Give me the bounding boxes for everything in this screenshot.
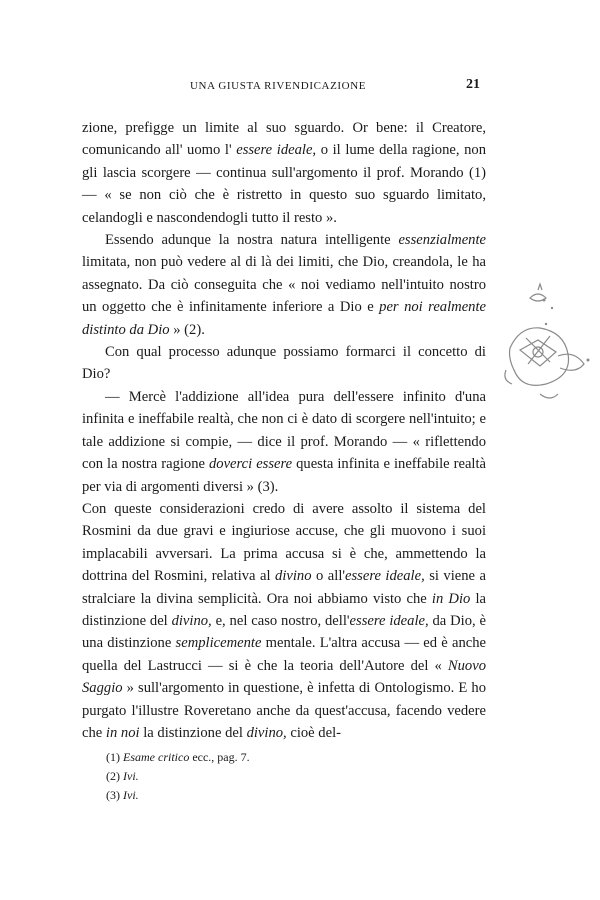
footnote: (1) Esame critico ecc., pag. 7. [106,750,250,764]
library-stamp-icon [500,278,598,418]
body-text [82,117,486,744]
paragraph-2: Essendo adunque la nostra natura intelligente essenzialmente limitata, non può vedere al di là dei limiti, che Dio, creandola, le ha assegnato. Da ciò conseguita che « noi vediamo nell'intuito nostro un oggetto che è infinitamente inferiore a Dio e per noi realmente distinto da Dio » (2). [82,232,486,338]
paragraph-5: Con queste considerazioni credo di avere assolto il sistema del Rosmini da due gravi e ingiuriose accuse, che gli muovono i suoi implacabili avversari. La prima accusa si è che, ammettendo la dottrina del Rosmini, relativa al divino o all'essere ideale, si viene a stralciare la divina semplicità. Ora noi abbiamo visto che in Dio la distinzione del divino, e, nel caso nostro, dell'essere ideale, da Dio, è una distinzione semplicemente mentale. L'altra accusa — ed è anche quella del Lastrucci — si è che la teoria dell'Autore del « Nuovo Saggio » sull'argomento in questione, è infetta di Ontologismo. E ho purgato l'illustre Roveretano anche da quest'accusa, facendo vedere che in noi la distinzione del divino, cioè del- [82,500,486,741]
page-number: 21 [466,77,480,92]
paragraph-3: Con qual processo adunque possiamo formarci il concetto di Dio? [82,344,486,383]
paragraph-1: zione, prefigge un limite al suo sguardo. Or bene: il Creatore, comunicando all' uomo l' essere ideale, o il lume della ragione, non gli lascia scorgere — continua sull'argomento il prof. Morando (1) — « se non ciò che è ristretto in questo suo sguardo limitato, celandogli e nascondendogli tutto il resto ». [82,120,487,226]
footnote: (2) Ivi. [106,769,139,783]
paragraph-4: — Mercè l'addizione all'idea pura dell'essere infinito d'una infinita e ineffabile realtà, che non ci è dato di scorgere nell'intuito; e tale addizione si compie, — dice il prof. Morando — « riflettendo con la nostra ragione doverci essere questa infinita e ineffabile realtà per via di argomenti diversi » (3). [82,388,487,495]
footnotes [106,748,250,805]
running-head: UNA GIUSTA RIVENDICAZIONE [190,80,367,92]
footnote: (3) Ivi. [106,788,139,802]
